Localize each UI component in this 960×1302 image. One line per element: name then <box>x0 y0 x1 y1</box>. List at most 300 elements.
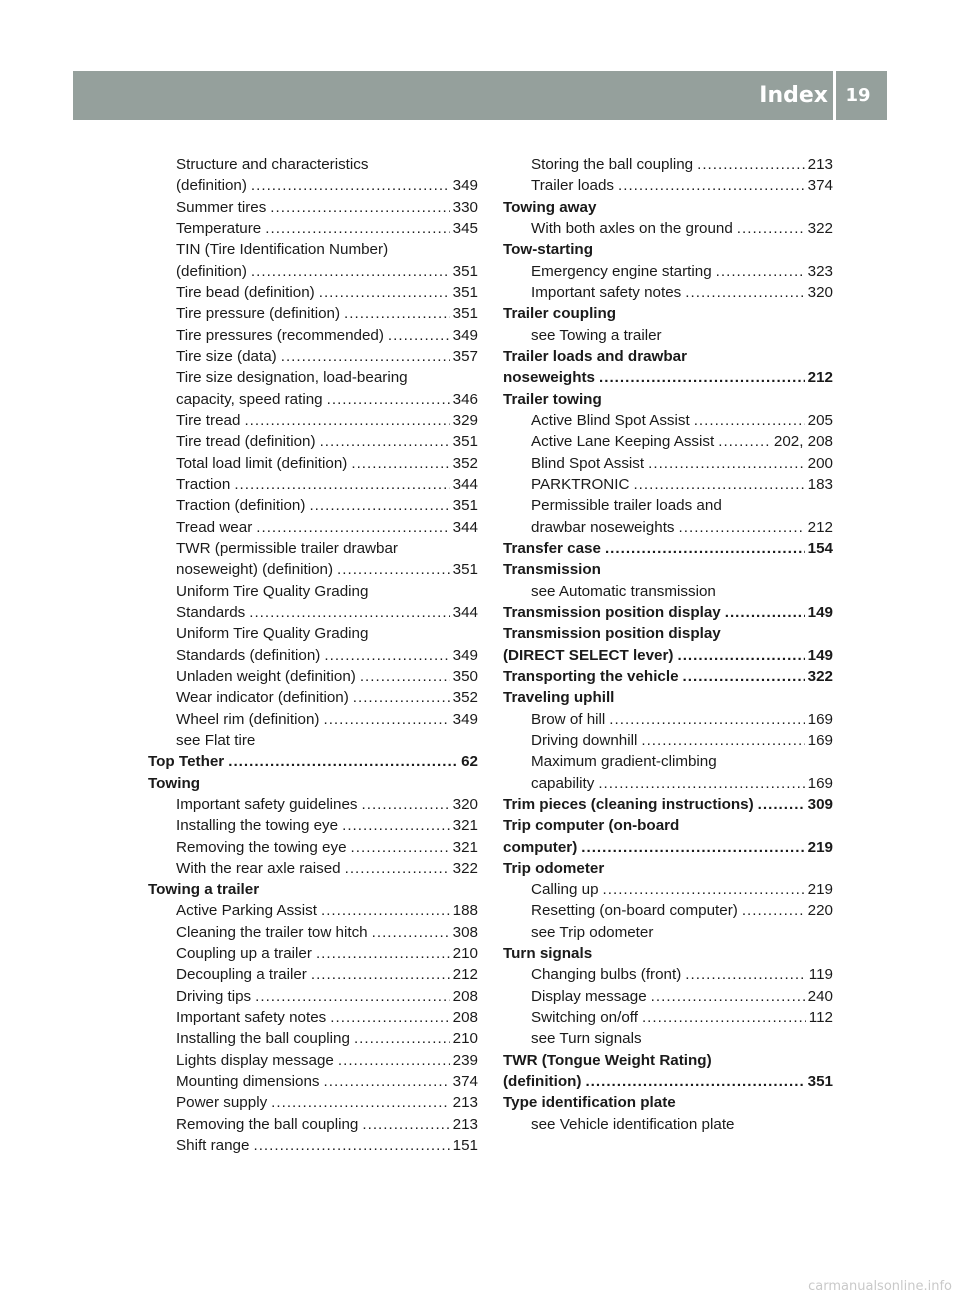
page-reference[interactable]: 309 <box>807 795 833 813</box>
entry-text: Tire bead (definition) <box>176 283 315 301</box>
page-reference[interactable]: 205 <box>807 411 833 429</box>
index-subentry[interactable] <box>503 900 833 921</box>
page-reference[interactable]: 208 <box>452 1009 478 1027</box>
index-subentry[interactable] <box>503 986 833 1007</box>
dot-leader <box>685 964 806 985</box>
page-reference[interactable]: 212 <box>807 518 833 536</box>
page-reference[interactable]: 346 <box>452 390 478 408</box>
entry-text: noseweights <box>503 369 595 387</box>
entry-text: see Automatic transmission <box>531 582 716 600</box>
dot-leader <box>234 474 449 495</box>
index-subentry <box>503 325 833 346</box>
page-reference[interactable]: 351 <box>452 262 478 280</box>
index-subentry[interactable] <box>148 837 478 858</box>
index-entry <box>503 197 833 218</box>
page-reference[interactable]: 351 <box>452 497 478 515</box>
page-reference[interactable]: 351 <box>452 561 478 579</box>
dot-leader <box>372 922 450 943</box>
index-subentry[interactable] <box>148 175 478 196</box>
index-entry <box>503 303 833 324</box>
page-reference[interactable]: 344 <box>452 475 478 493</box>
index-subentry[interactable] <box>503 709 833 730</box>
entry-text: Maximum gradient-climbing <box>531 753 717 771</box>
dot-leader <box>251 261 450 282</box>
dot-leader <box>321 900 450 921</box>
entry-text: Driving tips <box>176 987 252 1005</box>
page-reference[interactable]: 323 <box>807 262 833 280</box>
entry-text: (DIRECT SELECT lever) <box>503 646 674 664</box>
index-subentry <box>148 581 478 602</box>
entry-text: Trim pieces (cleaning instructions) <box>503 795 754 813</box>
dot-leader <box>683 666 805 687</box>
index-subentry[interactable] <box>503 410 833 431</box>
index-subentry[interactable] <box>148 495 478 516</box>
entry-text: Cleaning the trailer tow hitch <box>176 923 368 941</box>
page-reference[interactable]: 219 <box>807 838 833 856</box>
page-reference[interactable]: 320 <box>452 795 478 813</box>
dot-leader <box>598 773 804 794</box>
entry-text: Active Lane Keeping Assist <box>531 433 715 451</box>
page-reference[interactable]: 220 <box>807 902 833 920</box>
entry-text: Driving downhill <box>531 731 638 749</box>
index-subentry[interactable] <box>148 1092 478 1113</box>
page-reference[interactable]: 149 <box>807 603 833 621</box>
dot-leader <box>362 1114 449 1135</box>
index-entry[interactable] <box>503 1071 833 1092</box>
entry-text: Total load limit (definition) <box>176 454 348 472</box>
entry-text: (definition) <box>503 1073 582 1091</box>
index-entry <box>503 815 833 836</box>
entry-text: capacity, speed rating <box>176 390 323 408</box>
index-entry[interactable] <box>503 645 833 666</box>
index-subentry <box>503 751 833 772</box>
page-number: 19 <box>845 85 871 106</box>
dot-leader <box>345 858 450 879</box>
index-subentry[interactable] <box>148 1114 478 1135</box>
entry-text: Transporting the vehicle <box>503 667 679 685</box>
index-subentry[interactable] <box>148 858 478 879</box>
dot-leader <box>319 282 450 303</box>
watermark: carmanualsonline.info <box>808 1279 952 1294</box>
dot-leader <box>311 964 450 985</box>
dot-leader <box>253 1135 449 1156</box>
index-subentry[interactable] <box>148 453 478 474</box>
entry-text: Coupling up a trailer <box>176 945 312 963</box>
index-subentry[interactable] <box>148 943 478 964</box>
page-reference[interactable]: 240 <box>807 987 833 1005</box>
page-reference[interactable]: 188 <box>452 902 478 920</box>
entry-text: Lights display message <box>176 1051 334 1069</box>
index-subentry[interactable] <box>148 709 478 730</box>
page-reference[interactable]: 62 <box>461 753 478 771</box>
index-entry <box>148 879 478 900</box>
entry-text: Tire tread (definition) <box>176 433 316 451</box>
entry-text: Trailer loads and drawbar <box>503 347 687 365</box>
entry-text: Tire pressures (recommended) <box>176 326 384 344</box>
entry-text: Transmission position display <box>503 625 721 643</box>
page-reference[interactable]: 219 <box>807 881 833 899</box>
dot-leader <box>228 751 458 772</box>
dot-leader <box>388 325 450 346</box>
page-reference[interactable]: 322 <box>807 219 833 237</box>
page-reference[interactable]: 351 <box>452 433 478 451</box>
index-subentry[interactable] <box>148 645 478 666</box>
dot-leader <box>316 943 450 964</box>
page-reference[interactable]: 208 <box>452 987 478 1005</box>
entry-text: Structure and characteristics <box>176 156 369 173</box>
page-reference[interactable]: 349 <box>452 326 478 344</box>
entry-text: (definition) <box>176 262 247 280</box>
index-subentry[interactable] <box>148 1050 478 1071</box>
index-subentry <box>148 367 478 388</box>
entry-text: TWR (Tongue Weight Rating) <box>503 1051 712 1069</box>
entry-text: Brow of hill <box>531 710 606 728</box>
index-entry <box>503 389 833 410</box>
entry-text: Summer tires <box>176 198 267 216</box>
entry-text: Towing away <box>503 198 597 216</box>
page-reference[interactable]: 322 <box>452 859 478 877</box>
entry-text: Traction (definition) <box>176 497 306 515</box>
page-reference[interactable]: 344 <box>452 603 478 621</box>
index-subentry <box>503 495 833 516</box>
dot-leader <box>256 517 449 538</box>
entry-text: see Towing a trailer <box>531 326 662 344</box>
page-reference[interactable]: 352 <box>452 454 478 472</box>
entry-text: Tread wear <box>176 518 253 536</box>
index-subentry[interactable] <box>503 218 833 239</box>
entry-text: see Flat tire <box>176 731 256 749</box>
header-divider <box>833 71 836 120</box>
page-reference[interactable]: 112 <box>808 1009 833 1027</box>
index-subentry[interactable] <box>148 900 478 921</box>
page-reference[interactable]: 213 <box>452 1115 478 1133</box>
entry-text: Installing the ball coupling <box>176 1030 350 1048</box>
index-subentry[interactable] <box>503 261 833 282</box>
index-subentry[interactable] <box>503 175 833 196</box>
index-entry <box>503 346 833 367</box>
dot-leader <box>344 303 450 324</box>
index-entry[interactable] <box>503 837 833 858</box>
dot-leader <box>360 666 450 687</box>
page-reference[interactable]: 169 <box>807 731 833 749</box>
index-subentry[interactable] <box>148 602 478 623</box>
entry-text: Important safety notes <box>531 283 682 301</box>
dot-leader <box>354 1028 450 1049</box>
index-subentry[interactable] <box>503 282 833 303</box>
entry-text: Storing the ball coupling <box>531 156 694 173</box>
entry-text: capability <box>531 774 595 792</box>
dot-leader <box>758 794 805 815</box>
index-subentry[interactable] <box>148 474 478 495</box>
page-reference[interactable]: 357 <box>452 347 478 365</box>
entry-text: Trip computer (on-board <box>503 817 680 835</box>
index-subentry[interactable] <box>148 282 478 303</box>
dot-leader <box>270 197 449 218</box>
page-reference[interactable]: 322 <box>807 667 833 685</box>
index-entry[interactable] <box>148 751 478 772</box>
index-entry[interactable] <box>503 794 833 815</box>
entry-text: Shift range <box>176 1137 250 1155</box>
dot-leader <box>327 389 450 410</box>
index-subentry[interactable] <box>148 517 478 538</box>
page-reference[interactable]: 344 <box>452 518 478 536</box>
dot-leader <box>651 986 805 1007</box>
page-reference[interactable]: 213 <box>807 156 833 173</box>
page-reference[interactable]: 321 <box>452 838 478 856</box>
index-subentry[interactable] <box>148 410 478 431</box>
index-subentry[interactable] <box>148 815 478 836</box>
page-reference[interactable]: 169 <box>807 710 833 728</box>
dot-leader <box>362 794 450 815</box>
entry-text: see Turn signals <box>531 1030 642 1048</box>
index-subentry[interactable] <box>148 922 478 943</box>
index-subentry[interactable] <box>503 474 833 495</box>
index-subentry[interactable] <box>503 517 833 538</box>
entry-text: Emergency engine starting <box>531 262 712 280</box>
dot-leader <box>271 1092 449 1113</box>
page-reference[interactable]: 345 <box>452 219 478 237</box>
entry-text: Trailer loads <box>531 177 614 195</box>
entry-text: Removing the towing eye <box>176 838 347 856</box>
dot-leader <box>737 218 805 239</box>
index-subentry[interactable] <box>148 687 478 708</box>
entry-text: Active Parking Assist <box>176 902 317 920</box>
entry-text: Decoupling a trailer <box>176 966 307 984</box>
page-reference[interactable]: 200 <box>807 454 833 472</box>
dot-leader <box>725 602 805 623</box>
dot-leader <box>742 900 805 921</box>
dot-leader <box>585 1071 804 1092</box>
index-subentry[interactable] <box>503 773 833 794</box>
page-reference[interactable]: 349 <box>452 646 478 664</box>
index-subentry[interactable] <box>148 325 478 346</box>
index-subentry <box>503 1114 833 1135</box>
page-reference[interactable]: 330 <box>452 198 478 216</box>
entry-text: With both axles on the ground <box>531 219 733 237</box>
page-reference[interactable]: 320 <box>807 283 833 301</box>
index-entry <box>503 1092 833 1113</box>
index-subentry <box>503 581 833 602</box>
entry-text: Towing <box>148 774 201 792</box>
index-entry[interactable] <box>503 602 833 623</box>
index-subentry[interactable] <box>503 431 833 452</box>
entry-text: noseweight) (definition) <box>176 561 334 579</box>
dot-leader <box>281 346 450 367</box>
index-column-right <box>503 154 833 1135</box>
dot-leader <box>609 709 804 730</box>
page-reference[interactable]: 351 <box>452 305 478 323</box>
dot-leader <box>633 474 804 495</box>
index-subentry[interactable] <box>148 346 478 367</box>
index-subentry[interactable] <box>148 1071 478 1092</box>
entry-text: Resetting (on-board computer) <box>531 902 738 920</box>
index-subentry[interactable] <box>503 879 833 900</box>
dot-leader <box>716 261 805 282</box>
dot-leader <box>342 815 450 836</box>
entry-text: drawbar noseweights <box>531 518 675 536</box>
index-column-left <box>148 154 478 1156</box>
dot-leader <box>718 431 771 452</box>
page-reference[interactable]: 329 <box>452 411 478 429</box>
index-subentry <box>148 730 478 751</box>
page-reference[interactable]: 169 <box>807 774 833 792</box>
index-entry <box>503 943 833 964</box>
page-reference[interactable]: 210 <box>452 1030 478 1048</box>
entry-text: Display message <box>531 987 647 1005</box>
index-subentry[interactable] <box>148 964 478 985</box>
entry-text: Transfer case <box>503 539 601 557</box>
page-reference[interactable]: 183 <box>807 475 833 493</box>
dot-leader <box>697 154 805 175</box>
section-title: Index <box>759 83 828 108</box>
dot-leader <box>324 1071 450 1092</box>
index-subentry[interactable] <box>148 261 478 282</box>
index-subentry[interactable] <box>148 559 478 580</box>
dot-leader <box>685 282 804 303</box>
entry-text: Traction <box>176 475 231 493</box>
entry-text: Transmission position display <box>503 603 721 621</box>
page-reference[interactable]: 351 <box>807 1073 833 1091</box>
entry-text: Changing bulbs (front) <box>531 966 682 984</box>
index-subentry <box>148 623 478 644</box>
index-subentry[interactable] <box>148 986 478 1007</box>
dot-leader <box>581 837 804 858</box>
entry-text: Wear indicator (definition) <box>176 689 349 707</box>
dot-leader <box>642 1007 806 1028</box>
index-subentry[interactable] <box>148 218 478 239</box>
entry-text: Uniform Tire Quality Grading <box>176 582 369 600</box>
dot-leader <box>641 730 804 751</box>
entry-text: Transmission <box>503 561 601 579</box>
index-subentry[interactable] <box>148 303 478 324</box>
page-reference[interactable]: 374 <box>807 177 833 195</box>
dot-leader <box>605 538 805 559</box>
page-reference[interactable]: 149 <box>807 646 833 664</box>
entry-text: Tire tread <box>176 411 241 429</box>
page-reference[interactable]: 213 <box>452 1094 478 1112</box>
index-entry[interactable] <box>503 666 833 687</box>
index-entry[interactable] <box>503 538 833 559</box>
dot-leader <box>679 517 805 538</box>
page-reference[interactable]: 308 <box>452 923 478 941</box>
dot-leader <box>338 1050 450 1071</box>
entry-text: Standards (definition) <box>176 646 321 664</box>
index-subentry[interactable] <box>148 389 478 410</box>
page-reference[interactable]: 210 <box>452 945 478 963</box>
page-reference[interactable]: 350 <box>452 667 478 685</box>
index-subentry <box>148 154 478 175</box>
entry-text: TWR (permissible trailer drawbar <box>176 539 398 557</box>
index-subentry <box>148 538 478 559</box>
entry-text: Power supply <box>176 1094 268 1112</box>
dot-leader <box>244 410 449 431</box>
entry-text: Temperature <box>176 219 262 237</box>
entry-text: With the rear axle raised <box>176 859 341 877</box>
entry-text: Important safety guidelines <box>176 795 358 813</box>
entry-text: see Trip odometer <box>531 923 654 941</box>
entry-text: Trip odometer <box>503 859 605 877</box>
index-subentry <box>503 922 833 943</box>
index-subentry[interactable] <box>503 964 833 985</box>
dot-leader <box>337 559 450 580</box>
index-subentry[interactable] <box>148 794 478 815</box>
index-subentry[interactable] <box>503 453 833 474</box>
page-reference[interactable]: 154 <box>807 539 833 557</box>
entry-text: Top Tether <box>148 753 225 771</box>
page-reference[interactable]: 374 <box>452 1073 478 1091</box>
dot-leader <box>323 709 449 730</box>
index-subentry[interactable] <box>148 431 478 452</box>
entry-text: Traveling uphill <box>503 689 615 707</box>
dot-leader <box>351 453 449 474</box>
page-reference[interactable]: 349 <box>452 710 478 728</box>
index-subentry[interactable] <box>148 1007 478 1028</box>
dot-leader <box>351 837 450 858</box>
index-subentry <box>503 1028 833 1049</box>
dot-leader <box>648 453 805 474</box>
entry-text: Trailer coupling <box>503 305 617 323</box>
dot-leader <box>694 410 805 431</box>
dot-leader <box>330 1007 449 1028</box>
index-entry <box>503 687 833 708</box>
entry-text: Wheel rim (definition) <box>176 710 320 728</box>
page-reference[interactable]: 212 <box>807 369 833 387</box>
page-reference[interactable]: 239 <box>452 1051 478 1069</box>
entry-text: (definition) <box>176 177 247 195</box>
page-reference[interactable]: 349 <box>452 177 478 195</box>
index-subentry[interactable] <box>503 154 833 175</box>
entry-text: Turn signals <box>503 945 593 963</box>
page-reference[interactable]: 352 <box>452 689 478 707</box>
page-reference[interactable]: 202, 208 <box>773 433 833 451</box>
entry-text: see Vehicle identification plate <box>531 1115 735 1133</box>
dot-leader <box>320 431 450 452</box>
dot-leader <box>599 367 805 388</box>
entry-text: computer) <box>503 838 578 856</box>
index-subentry[interactable] <box>148 666 478 687</box>
entry-text: Towing a trailer <box>148 881 260 899</box>
entry-text: Installing the towing eye <box>176 817 339 835</box>
index-subentry[interactable] <box>503 730 833 751</box>
index-entry <box>503 239 833 260</box>
index-subentry[interactable] <box>148 1135 478 1156</box>
entry-text: Mounting dimensions <box>176 1073 320 1091</box>
index-entry <box>503 559 833 580</box>
page-reference[interactable]: 351 <box>452 283 478 301</box>
page-reference[interactable]: 212 <box>452 966 478 984</box>
dot-leader <box>618 175 805 196</box>
page-reference[interactable]: 119 <box>808 966 833 984</box>
dot-leader <box>353 687 450 708</box>
entry-text: Trailer towing <box>503 390 602 408</box>
index-subentry[interactable] <box>503 1007 833 1028</box>
page-reference[interactable]: 151 <box>452 1137 478 1155</box>
entry-text: Unladen weight (definition) <box>176 667 356 685</box>
dot-leader <box>265 218 449 239</box>
entry-text: Active Blind Spot Assist <box>531 411 690 429</box>
entry-text: Tow-starting <box>503 241 593 259</box>
entry-text: Important safety notes <box>176 1009 327 1027</box>
index-subentry <box>148 239 478 260</box>
index-subentry[interactable] <box>148 197 478 218</box>
entry-text: Calling up <box>531 881 599 899</box>
index-entry[interactable] <box>503 367 833 388</box>
entry-text: Tire pressure (definition) <box>176 305 341 323</box>
entry-text: Tire size (data) <box>176 347 277 365</box>
index-subentry[interactable] <box>148 1028 478 1049</box>
page-reference[interactable]: 321 <box>452 817 478 835</box>
entry-text: Permissible trailer loads and <box>531 497 722 515</box>
